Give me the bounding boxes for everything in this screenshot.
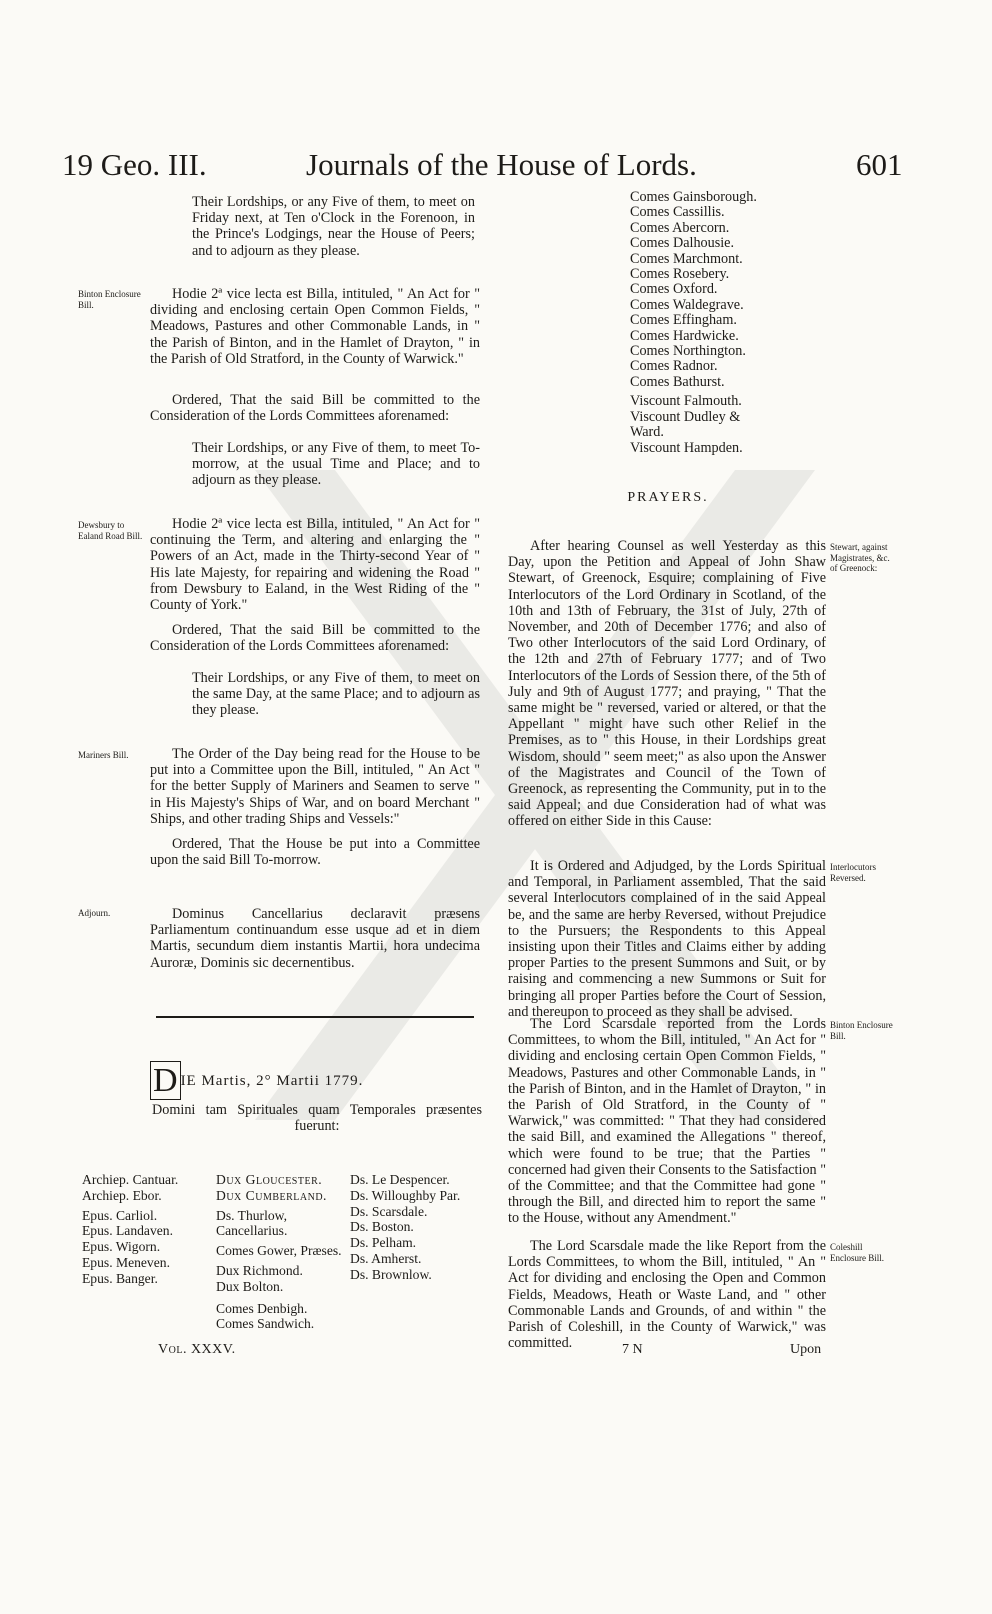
peer: Comes Abercorn. [630, 219, 730, 236]
peer: Ds. Scarsdale. [350, 1203, 428, 1219]
peer: Comes Bathurst. [630, 373, 725, 390]
peers-spiritual [82, 1172, 178, 1287]
date-heading [150, 1062, 364, 1099]
margin-note-binton: Binton Enclosure Bill. [78, 289, 141, 310]
peer: Comes Northington. [630, 343, 746, 360]
margin-note-binton-report: Binton Enclosure Bill. [830, 1020, 893, 1041]
peer: Ds. Boston. [350, 1219, 414, 1235]
peer: Ds. Amherst. [350, 1250, 422, 1266]
peer: Viscount Hampden. [630, 439, 743, 456]
peer: Comes Dalhousie. [630, 235, 735, 252]
peer: Comes Oxford. [630, 281, 718, 298]
peer: Epus. Landaven. [82, 1223, 173, 1239]
peer: Epus. Wigorn. [82, 1239, 161, 1255]
mariners-committee-order: Ordered, That the House be put into a Committee upon the said Bill To-morrow. [150, 836, 480, 869]
peer: Comes Cassillis. [630, 204, 725, 221]
peers-barons [350, 1172, 460, 1283]
peer: Comes Rosebery. [630, 266, 730, 283]
peer: Dux Cumberland. [216, 1187, 327, 1203]
peer: Comes Gower, Præses. [216, 1243, 342, 1259]
present-line: Domini tam Spirituales quam Temporales præsentes fuerunt: [152, 1102, 482, 1135]
section-rule [156, 1016, 474, 1018]
peer: Ds. Brownlow. [350, 1266, 432, 1282]
peer: Comes Denbigh. [216, 1300, 308, 1316]
peer: Comes Gainsborough. [630, 189, 757, 205]
volume-number: Vol. XXXV. [158, 1342, 236, 1357]
catchword: Upon [790, 1342, 822, 1357]
date-line: IE Martis, 2° Martii 1779. [180, 1073, 364, 1089]
page-title: Journals of the House of Lords. [306, 147, 697, 182]
dewsbury-committed-order: Ordered, That the said Bill be committed to the Consideration of the Lords Committees aforenamed: [150, 622, 480, 655]
prayers-heading: PRAYERS. [627, 490, 709, 505]
binton-bill-report: The Lord Scarsdale reported from the Lords Committees, to whom the Bill, intituled, " An Act for " dividing and enclosing certain Open Common Fields, " Meadows, Pastures and other Commonable Lands, in " the Parish of Binton, and in the Hamlet of Drayton, " in the Parish of Old Stratford, in the County of " Warwick," was committed: " That they had considered the said Bill, and examined the Allegations " thereof, which were found to be true; that the Parties " concerned had given their Consents to the Satisfaction " of the Committee; and that the Committee had gone " through the Bill, and directed him to report the same " to the House, without any Amendment." [508, 1016, 826, 1227]
binton-bill-second-reading: Hodie 2ª vice lecta est Billa, intituled, " An Act for " dividing and enclosing certain Open Common Fields, " Meadows, Pastures and other Commonable Lands, in " the Parish of Binton, and in the Hamlet of Drayton, " in the Parish of Old Stratford, in the County of Warwick." [150, 286, 480, 367]
binton-committed-order: Ordered, That the said Bill be committed to the Consideration of the Lords Committees aforenamed: [150, 392, 480, 425]
peers-dukes [216, 1172, 342, 1332]
signature-mark: 7 N [622, 1342, 643, 1357]
peer: Ds. Pelham. [350, 1235, 417, 1251]
margin-note-adjourn: Adjourn. [78, 908, 111, 918]
peer: Viscount Falmouth. [630, 393, 742, 410]
date-initial: D [150, 1061, 181, 1100]
peer: Dux Richmond. [216, 1262, 303, 1278]
margin-note-coleshill: Coleshill Enclosure Bill. [830, 1242, 884, 1263]
stewart-appeal-judgment: It is Ordered and Adjudged, by the Lords Spiritual and Temporal, in Parliament assembled, That the said several Interlocutors complained of in the said Appeal be, and the same are herby Reversed, without Prejudice to the Pursuers; the Respondents to this Appeal insisting upon their Titles and Claims either by adding proper Parties to the present Summons and Suit, or by raising and commencing a new Summons or Suit for bringing all proper Parties before the Court of Session, and thereupon to proceed as they shall be advised. [508, 858, 826, 1020]
binton-meeting: Their Lordships, or any Five of them, to meet To-morrow, at the usual Time and Place; and to adjourn as they please. [192, 440, 480, 489]
page-number: 601 [856, 147, 903, 182]
mariners-bill-order: The Order of the Day being read for the House to be put into a Committee upon the Bill, intituled, " An Act " for the better Supply of Mariners and Seamen to serve " in His Majesty's Ships of War, and on board Merchant " Ships, and other trading Ships and Vessels:" [150, 746, 480, 827]
peer: Archiep. Ebor. [82, 1187, 162, 1203]
margin-note-dewsbury: Dewsbury to Ealand Road Bill. [78, 520, 143, 541]
peer: Archiep. Cantuar. [82, 1172, 179, 1187]
coleshill-bill-report: The Lord Scarsdale made the like Report from the Lords Committees, to whom the Bill, intituled, " An " Act for dividing and enclosing the Open and Common Fields, Meadows, Heath or Waste Land, and " other Commonable Lands and Grounds, of and within " the Parish of Coleshill, in the County of Warwick," was committed. [508, 1238, 826, 1352]
peer: Epus. Carliol. [82, 1207, 158, 1223]
peer: Comes Sandwich. [216, 1316, 315, 1332]
dewsbury-bill-second-reading: Hodie 2ª vice lecta est Billa, intituled, " An Act for " continuing the Term, and altering and enlarging the " Powers of an Act, made in the Thirty-second Year of " His late Majesty, for repairing and widening the Road " from Dewsbury to Ealand, in the West Riding of the " County of York." [150, 516, 480, 614]
margin-note-stewart: Stewart, against Magistrates, &c. of Greenock: [830, 542, 890, 573]
peer: Ds. Thurlow, Cancellarius. [216, 1207, 288, 1239]
peer: Comes Hardwicke. [630, 327, 739, 344]
peer: Comes Radnor. [630, 358, 718, 375]
peers-continued [630, 190, 757, 456]
peer: Viscount Dudley & Ward. [630, 408, 741, 441]
peer: Comes Marchmont. [630, 250, 743, 267]
peer: Dux Gloucester. [216, 1172, 323, 1187]
peer: Epus. Banger. [82, 1270, 158, 1286]
peer: Ds. Willoughby Par. [350, 1187, 461, 1203]
stewart-appeal-hearing: After hearing Counsel as well Yesterday as this Day, upon the Petition and Appeal of John Shaw Stewart, of Greenock, Esquire; complaining of Five Interlocutors of the Lord Ordinary in Scotland, of the 10th and 13th of February, the 31st of July, 27th of November, and 20th of December 1776; and also of Two other Interlocutors of the said Lord Ordinary, of the 12th and 27th of February 1777; and of Two Interlocutors of the Lords of Session there, of the 5th of July and 9th of August 1777; and praying, " That the same might be " reversed, varied or altered, or that the Appellant " might have such other Relief in the Premises, as to " this House, in their Lordships great Wisdom, should " seem meet;" as also upon the Answer of the Magistrates and Council of the Town of Greenock, as representing the Community, put in to the said Appeal; and due Consideration had of what was offered on either Side in this Cause: [508, 538, 826, 830]
margin-note-mariners: Mariners Bill. [78, 750, 129, 760]
dewsbury-meeting: Their Lordships, or any Five of them, to meet on the same Day, at the same Place; and to adjourn as they please. [192, 670, 480, 719]
peer: Comes Waldegrave. [630, 296, 744, 313]
adjournment-paragraph: Dominus Cancellarius declaravit præsens Parliamentum continuandum esse usque ad et in diem Martis, secundum diem instantis Martii, hora undecima Auroræ, Dominis sic decernentibus. [150, 906, 480, 971]
peer: Epus. Meneven. [82, 1254, 170, 1270]
peer: Comes Effingham. [630, 312, 737, 329]
header-regnal-year: 19 Geo. III. [62, 147, 207, 182]
peer: Ds. Le Despencer. [350, 1172, 450, 1187]
committee-meeting-paragraph: Their Lordships, or any Five of them, to meet on Friday next, at Ten o'Clock in the Forenoon, in the Prince's Lodgings, near the House of Peers; and to adjourn as they please. [192, 194, 475, 259]
margin-note-interlocutors: Interlocutors Reversed. [830, 862, 876, 883]
peer: Dux Bolton. [216, 1278, 284, 1294]
